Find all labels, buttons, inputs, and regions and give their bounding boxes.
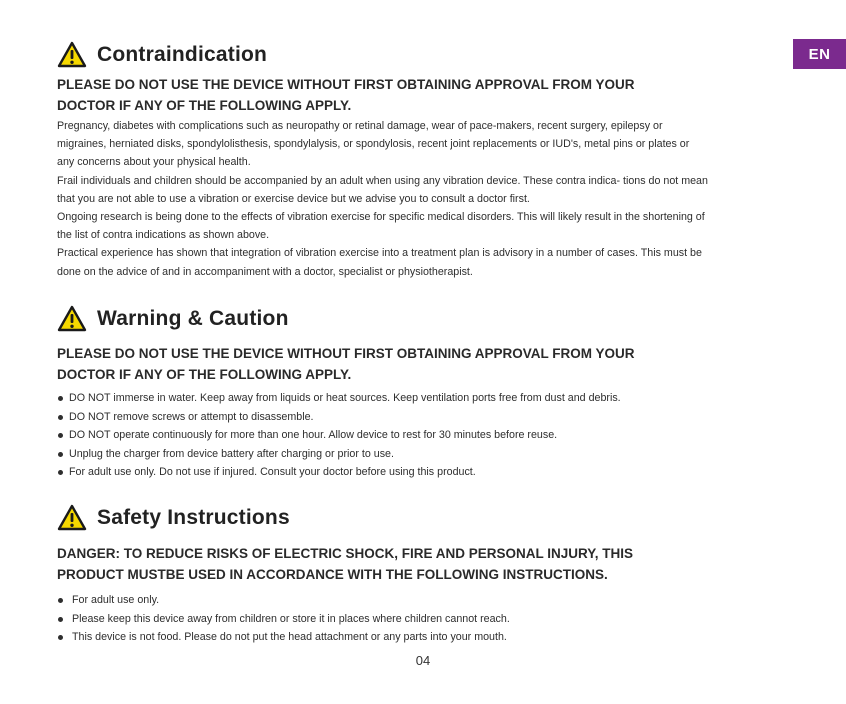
- section-heading: Safety Instructions: [97, 505, 290, 529]
- list-item: For adult use only. Do not use if injured. Consult your doctor before using this product.: [57, 463, 797, 482]
- contraindication-title: [57, 41, 267, 68]
- list-item: This device is not food. Please do not put the head attachment or any parts into your mouth.: [57, 628, 797, 647]
- warning-list: [57, 389, 797, 482]
- body-line: Practical experience has shown that integration of vibration exercise into a treatment plan is advisory in a number of cases. This must be: [57, 247, 702, 260]
- body-line: done on the advice of and in accompaniment with a doctor, specialist or physiotherapist.: [57, 265, 473, 278]
- notice-line: DOCTOR IF ANY OF THE FOLLOWING APPLY.: [57, 97, 352, 113]
- section-heading: Contraindication: [97, 42, 268, 66]
- body-line: the list of contra indications as shown above.: [57, 229, 270, 242]
- warning-triangle-icon: [57, 305, 87, 332]
- list-item: DO NOT remove screws or attempt to disassemble.: [57, 408, 797, 427]
- warning-triangle-icon: [57, 41, 87, 68]
- warning-title: [57, 305, 289, 332]
- notice-line: DOCTOR IF ANY OF THE FOLLOWING APPLY.: [57, 366, 352, 382]
- body-line: Ongoing research is being done to the effects of vibration exercise for specific medical disorders. This will likely result in the shortening of: [57, 211, 705, 224]
- list-item: Please keep this device away from children or store it in places where children cannot reach.: [57, 610, 797, 629]
- notice-line: PRODUCT MUSTBE USED IN ACCORDANCE WITH THE FOLLOWING INSTRUCTIONS.: [57, 566, 608, 582]
- body-line: Pregnancy, diabetes with complications such as neuropathy or retinal damage, wear of pace-makers, recent surgery, epilepsy or: [57, 120, 663, 132]
- safety-danger-notice: [57, 544, 777, 585]
- body-line: any concerns about your physical health.: [57, 156, 251, 169]
- contraindication-notice: [57, 75, 777, 116]
- warning-triangle-icon: [57, 504, 87, 531]
- body-line: Frail individuals and children should be accompanied by an adult when using any vibration device. These contra indica- tions do not mean: [57, 174, 708, 187]
- body-line: migraines, herniated disks, spondylolisthesis, spondylalysis, or spondylosis, recent joint replacements or IUD's, metal pins or plates or: [57, 138, 690, 151]
- list-item: DO NOT operate continuously for more than one hour. Allow device to rest for 30 minutes before reuse.: [57, 426, 797, 445]
- section-heading: Warning & Caution: [97, 306, 289, 330]
- contraindication-body: [57, 117, 797, 281]
- notice-line: PLEASE DO NOT USE THE DEVICE WITHOUT FIRST OBTAINING APPROVAL FROM YOUR: [57, 77, 635, 92]
- page-number: 04: [415, 653, 431, 668]
- list-item: DO NOT immerse in water. Keep away from liquids or heat sources. Keep ventilation ports free from dust and debris.: [57, 389, 797, 408]
- safety-title: [57, 504, 290, 531]
- body-line: that you are not able to use a vibration or exercise device but we advise you to consult a doctor first.: [57, 192, 530, 205]
- language-tab: EN: [793, 39, 846, 69]
- list-item: Unplug the charger from device battery after charging or prior to use.: [57, 445, 797, 464]
- notice-line: DANGER: TO REDUCE RISKS OF ELECTRIC SHOCK, FIRE AND PERSONAL INJURY, THIS: [57, 546, 634, 561]
- safety-list: [57, 591, 797, 647]
- warning-notice: [57, 344, 777, 385]
- list-item: For adult use only.: [57, 591, 797, 610]
- notice-line: PLEASE DO NOT USE THE DEVICE WITHOUT FIRST OBTAINING APPROVAL FROM YOUR: [57, 346, 635, 361]
